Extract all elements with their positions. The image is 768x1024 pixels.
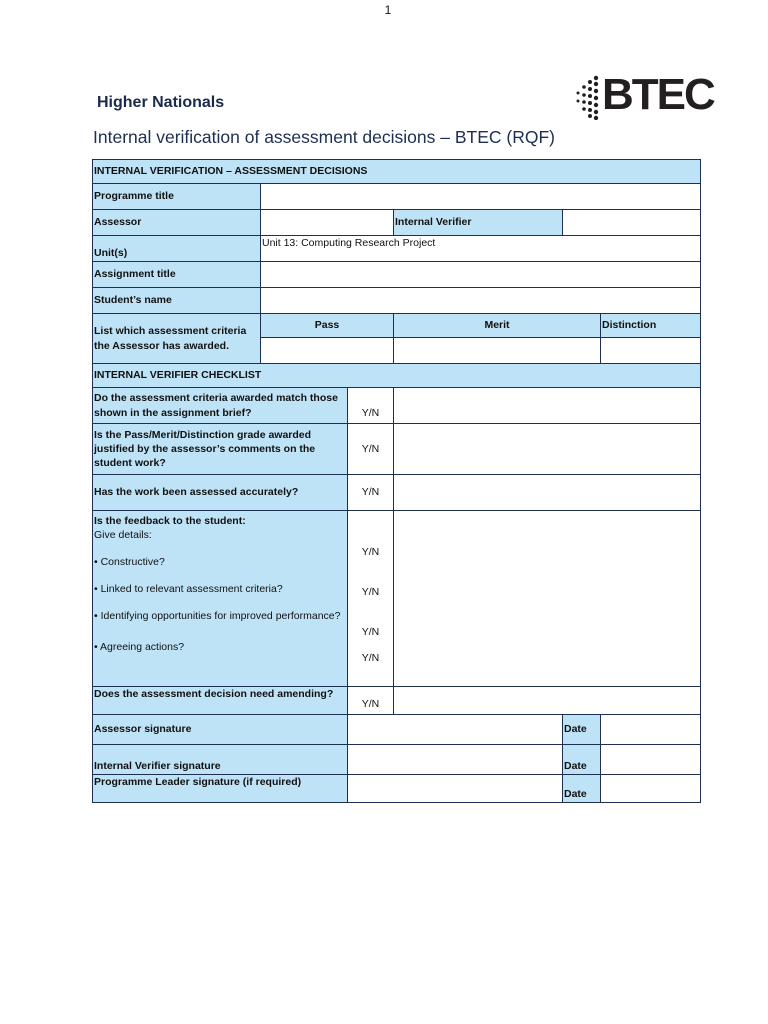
comment-decision-amending[interactable] xyxy=(394,687,701,715)
assessor-field[interactable] xyxy=(261,210,394,236)
feedback-linked: • Linked to relevant assessment criteria? xyxy=(94,583,283,595)
page-number: 1 xyxy=(384,3,392,17)
pl-signature-label: Programme Leader signature (if required) xyxy=(93,775,348,803)
assessor-signature-field[interactable] xyxy=(348,715,563,745)
units-field[interactable]: Unit 13: Computing Research Project xyxy=(261,236,701,262)
section-assessment-decisions: INTERNAL VERIFICATION – ASSESSMENT DECISIONS xyxy=(93,160,701,184)
internal-verifier-label: Internal Verifier xyxy=(394,210,563,236)
verification-form xyxy=(92,159,701,803)
yn-opportunities[interactable]: Y/N xyxy=(361,626,380,638)
feedback-constructive: • Constructive? xyxy=(94,556,165,568)
heading: Higher Nationals xyxy=(97,94,225,111)
feedback-opportunities: • Identifying opportunities for improved performance? xyxy=(94,610,341,622)
question-assessed-accurately: Has the work been assessed accurately? xyxy=(93,475,348,511)
iv-date-label: Date xyxy=(563,745,601,775)
comment-feedback[interactable] xyxy=(394,511,701,687)
feedback-agreeing: • Agreeing actions? xyxy=(94,641,185,653)
comment-criteria-match[interactable] xyxy=(394,388,701,424)
distinction-header: Distinction xyxy=(601,314,701,338)
pl-signature-field[interactable] xyxy=(348,775,563,803)
question-feedback xyxy=(93,511,348,687)
yn-agreeing[interactable]: Y/N xyxy=(361,652,380,664)
pl-date-field[interactable] xyxy=(601,775,701,803)
pass-header: Pass xyxy=(261,314,394,338)
yn-assessed-accurately[interactable]: Y/N xyxy=(348,475,394,511)
yn-decision-amending[interactable]: Y/N xyxy=(348,687,394,715)
yn-constructive[interactable]: Y/N xyxy=(361,546,380,558)
yn-linked[interactable]: Y/N xyxy=(361,586,380,598)
iv-signature-field[interactable] xyxy=(348,745,563,775)
merit-header: Merit xyxy=(394,314,601,338)
subtitle: Internal verification of assessment decisions – BTEC (RQF) xyxy=(93,127,555,147)
iv-date-field[interactable] xyxy=(601,745,701,775)
assessor-signature-label: Assessor signature xyxy=(93,715,348,745)
merit-field[interactable] xyxy=(394,338,601,364)
pass-field[interactable] xyxy=(261,338,394,364)
feedback-give-details: Give details: xyxy=(94,529,152,541)
question-grade-justified: Is the Pass/Merit/Distinction grade awarded justified by the assessor’s comments on the student work? xyxy=(93,424,348,475)
pl-date-label: Date xyxy=(563,775,601,803)
yn-feedback xyxy=(348,511,394,687)
iv-signature-label: Internal Verifier signature xyxy=(93,745,348,775)
feedback-title: Is the feedback to the student: xyxy=(94,515,246,527)
yn-grade-justified[interactable]: Y/N xyxy=(348,424,394,475)
question-criteria-match: Do the assessment criteria awarded match those shown in the assignment brief? xyxy=(93,388,348,424)
assessor-label: Assessor xyxy=(93,210,261,236)
students-name-label: Student’s name xyxy=(93,288,261,314)
btec-logo xyxy=(574,70,724,124)
comment-assessed-accurately[interactable] xyxy=(394,475,701,511)
units-label: Unit(s) xyxy=(93,236,261,262)
distinction-field[interactable] xyxy=(601,338,701,364)
programme-title-field[interactable] xyxy=(261,184,701,210)
internal-verifier-field[interactable] xyxy=(563,210,701,236)
comment-grade-justified[interactable] xyxy=(394,424,701,475)
students-name-field[interactable] xyxy=(261,288,701,314)
assignment-title-label: Assignment title xyxy=(93,262,261,288)
yn-criteria-match[interactable]: Y/N xyxy=(348,388,394,424)
assessor-date-field[interactable] xyxy=(601,715,701,745)
assignment-title-field[interactable] xyxy=(261,262,701,288)
logo-dots-icon xyxy=(574,74,604,120)
programme-title-label: Programme title xyxy=(93,184,261,210)
question-decision-amending: Does the assessment decision need amending? xyxy=(93,687,348,715)
logo-text: BTEC xyxy=(602,70,714,119)
criteria-label: List which assessment criteria the Assessor has awarded. xyxy=(93,314,261,364)
section-verifier-checklist: INTERNAL VERIFIER CHECKLIST xyxy=(93,364,701,388)
assessor-date-label: Date xyxy=(563,715,601,745)
